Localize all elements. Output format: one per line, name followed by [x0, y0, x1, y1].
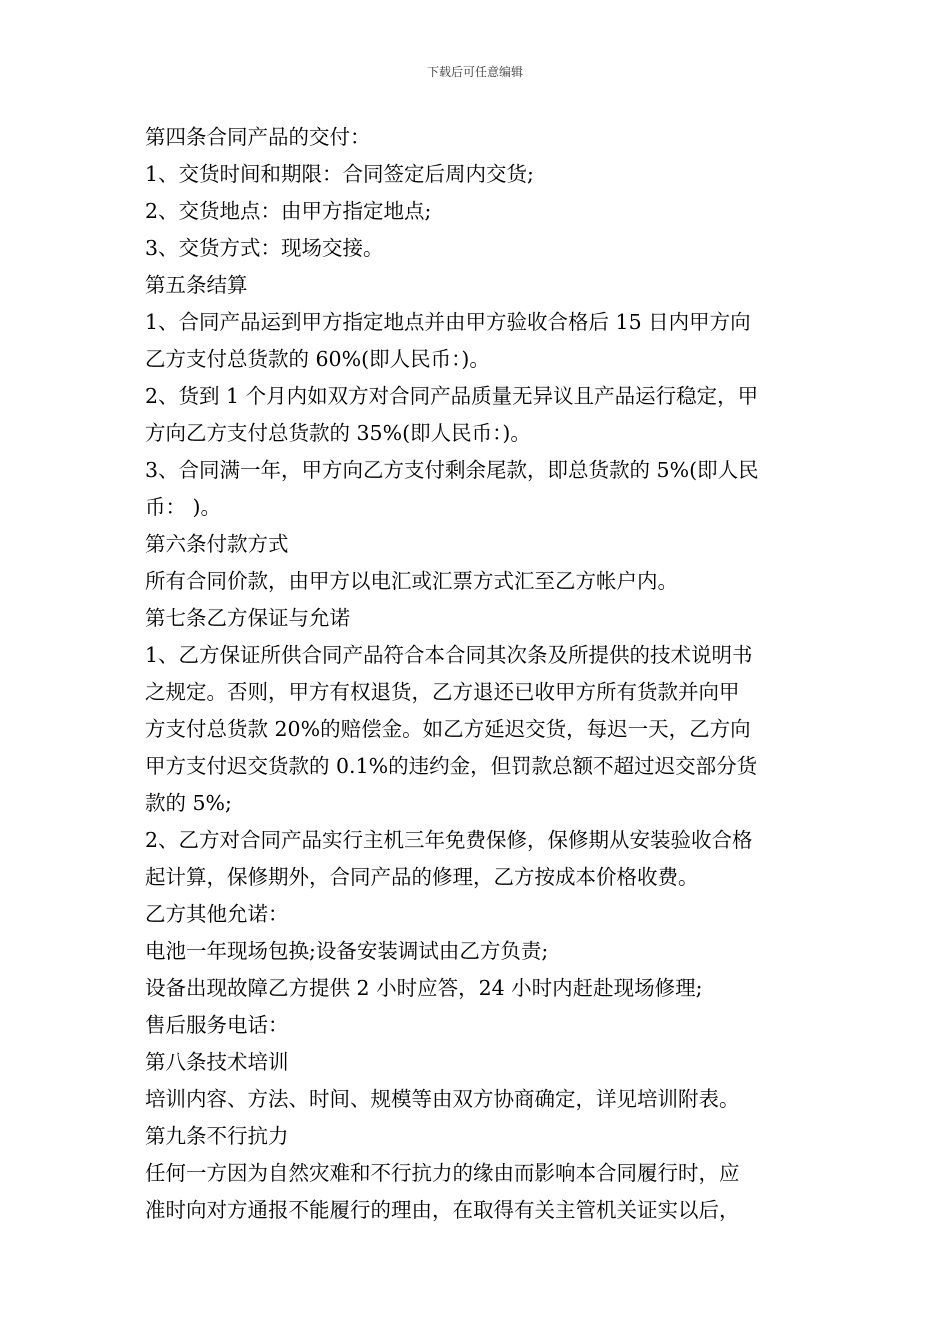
section-heading: 第四条合同产品的交付：	[145, 125, 371, 149]
paragraph-line: 方向乙方支付总货款的 35%(即人民币：)。	[145, 421, 531, 445]
paragraph-line: 起计算，保修期外，合同产品的修理，乙方按成本价格收费。	[145, 865, 699, 889]
paragraph-line: 准时向对方通报不能履行的理由，在取得有关主管机关证实以后，	[145, 1198, 740, 1222]
paragraph-line: 币： )。	[145, 495, 222, 519]
section-heading: 第九条不行抗力	[145, 1124, 289, 1148]
paragraph-line: 1、乙方保证所供合同产品符合本合同其次条及所提供的技术说明书	[145, 643, 753, 667]
paragraph-line: 2、乙方对合同产品实行主机三年免费保修，保修期从安装验收合格	[145, 828, 753, 852]
paragraph-line: 款的 5%;	[145, 791, 232, 815]
paragraph-line: 所有合同价款，由甲方以电汇或汇票方式汇至乙方帐户内。	[145, 569, 678, 593]
document-body	[145, 119, 810, 1229]
section-heading: 第五条结算	[145, 273, 248, 297]
paragraph-line: 方支付总货款 20%的赔偿金。如乙方延迟交货，每迟一天，乙方向	[145, 717, 751, 741]
paragraph-line: 1、交货时间和期限：合同签定后周内交货;	[145, 162, 534, 186]
paragraph-line: 培训内容、方法、时间、规模等由双方协商确定，详见培训附表。	[145, 1087, 740, 1111]
paragraph-line: 之规定。否则，甲方有权退货，乙方退还已收甲方所有货款并向甲	[145, 680, 740, 704]
paragraph-line: 2、交货地点：由甲方指定地点;	[145, 199, 432, 223]
paragraph-line: 设备出现故障乙方提供 2 小时应答，24 小时内赶赴现场修理;	[145, 976, 703, 1000]
paragraph-line: 3、交货方式：现场交接。	[145, 236, 384, 260]
paragraph-line: 2、货到 1 个月内如双方对合同产品质量无异议且产品运行稳定，甲	[145, 384, 759, 408]
paragraph-line: 1、合同产品运到甲方指定地点并由甲方验收合格后 15 日内甲方向	[145, 310, 751, 334]
paragraph-line: 售后服务电话：	[145, 1013, 289, 1037]
paragraph-line: 乙方其他允诺：	[145, 902, 289, 926]
section-heading: 第七条乙方保证与允诺	[145, 606, 350, 630]
section-heading: 第八条技术培训	[145, 1050, 289, 1074]
paragraph-line: 乙方支付总货款的 60%(即人民币：)。	[145, 347, 490, 371]
paragraph-line: 任何一方因为自然灾难和不行抗力的缘由而影响本合同履行时，应	[145, 1161, 740, 1185]
paragraph-line: 电池一年现场包换;设备安装调试由乙方负责;	[145, 939, 549, 963]
paragraph-line: 甲方支付迟交货款的 0.1%的违约金，但罚款总额不超过迟交部分货	[145, 754, 758, 778]
paragraph-line: 3、合同满一年，甲方向乙方支付剩余尾款，即总货款的 5%(即人民	[145, 458, 759, 482]
section-heading: 第六条付款方式	[145, 532, 289, 556]
page-header-note: 下载后可任意编辑	[426, 65, 523, 79]
